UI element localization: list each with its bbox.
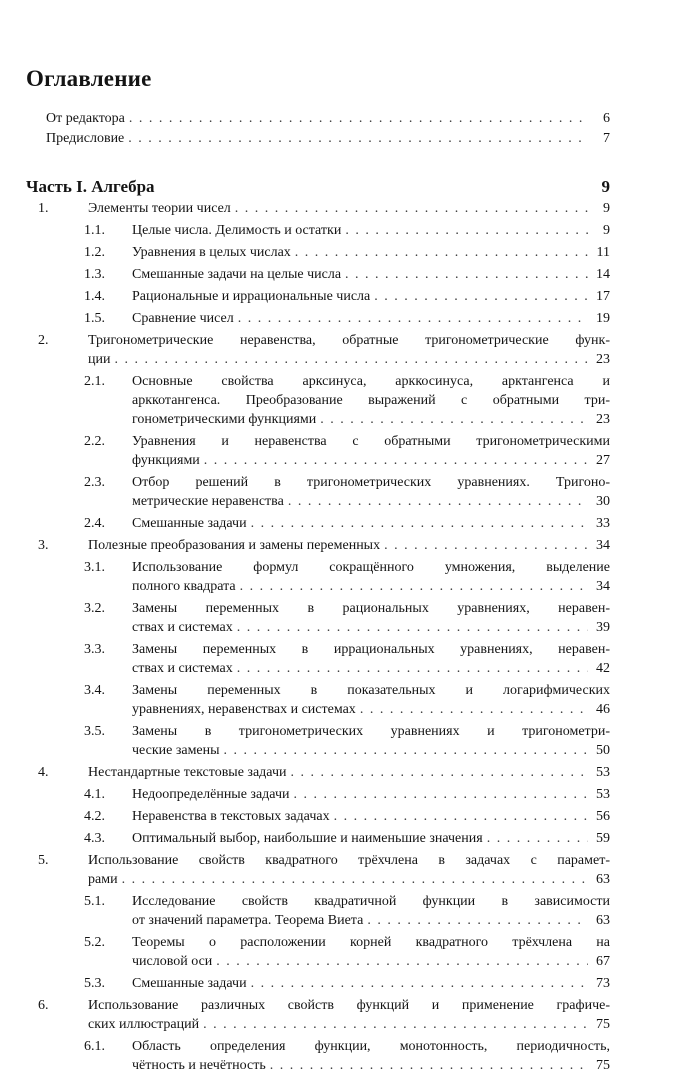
entry-page-number: 46 [596, 702, 610, 717]
part-title: Часть I. Алгебра [26, 177, 155, 196]
entry-body [88, 199, 610, 218]
entry-page-number: 42 [596, 661, 610, 676]
dot-leader [487, 829, 588, 848]
entry-body [132, 221, 610, 240]
entry-page-number: 30 [596, 494, 610, 509]
entry-body [88, 996, 610, 1034]
entry-number: 5. [38, 853, 49, 868]
entry-title-line: уравнениях, неравенствах и системах [132, 702, 356, 717]
entry-last-line [132, 451, 610, 470]
entry-number: 3.1. [84, 560, 105, 575]
entry-body [132, 243, 610, 262]
toc-chapter-entry[interactable] [38, 199, 610, 218]
entry-title-line: ции [88, 352, 111, 367]
dot-leader [345, 221, 588, 240]
page-title: Оглавление [26, 66, 152, 91]
front-matter-entry[interactable] [46, 109, 610, 128]
entry-page-number: 34 [596, 538, 610, 553]
dot-leader [345, 265, 588, 284]
dot-leader [203, 1015, 588, 1034]
entry-page-number: 73 [596, 976, 610, 991]
entry-title-line: чётность и нечётность [132, 1058, 266, 1073]
entry-page-number: 19 [596, 311, 610, 326]
toc-section-entry[interactable] [84, 287, 610, 306]
entry-body [132, 599, 610, 637]
dot-leader [374, 287, 588, 306]
toc-section-entry[interactable] [84, 892, 610, 930]
entry-title-line: Отбор решений в тригонометрических уравнениях. Тригоно- [132, 475, 610, 490]
entry-title-line: функциями [132, 453, 200, 468]
entry-number: 3. [38, 538, 49, 553]
entry-title-line: Неравенства в текстовых задачах [132, 809, 330, 824]
dot-leader [270, 1056, 588, 1075]
entry-page-number: 14 [596, 267, 610, 282]
entry-last-line [132, 221, 610, 240]
entry-title-line: Уравнения в целых числах [132, 245, 291, 260]
entry-number: 1.1. [84, 223, 105, 238]
entry-page-number: 50 [596, 743, 610, 758]
entry-title-line: ческие замены [132, 743, 220, 758]
entry-last-line [132, 577, 610, 596]
entry-title-line: Тригонометрические неравенства, обратные тригонометрические функ- [88, 333, 610, 348]
entry-last-line [132, 741, 610, 760]
part-page-number: 9 [601, 177, 610, 196]
entry-number: 4.2. [84, 809, 105, 824]
entry-number: 3.3. [84, 642, 105, 657]
entry-page-number: 17 [596, 289, 610, 304]
entry-page-number: 75 [596, 1058, 610, 1073]
entry-number: 6. [38, 998, 49, 1013]
entry-body [46, 109, 610, 128]
dot-leader [114, 350, 588, 369]
entry-last-line [88, 350, 610, 369]
dot-leader [320, 410, 588, 429]
entry-body [88, 763, 610, 782]
entry-last-line [132, 1056, 610, 1075]
entry-page-number: 75 [596, 1017, 610, 1032]
toc-section-entry[interactable] [84, 785, 610, 804]
entry-title-line: арккотангенса. Преобразование выражений с обратными три- [132, 393, 610, 408]
entry-page-number: 7 [603, 131, 610, 146]
entry-page-number: 33 [596, 516, 610, 531]
entry-number: 2.1. [84, 374, 105, 389]
dot-leader [204, 451, 588, 470]
toc-chapter-entry[interactable] [38, 331, 610, 369]
entry-number: 2.4. [84, 516, 105, 531]
toc-section-entry[interactable] [84, 473, 610, 511]
toc-section-entry[interactable] [84, 722, 610, 760]
entry-body [132, 892, 610, 930]
dot-leader [128, 129, 588, 148]
entry-last-line [132, 974, 610, 993]
dot-leader [367, 911, 588, 930]
entry-title-line: гонометрическими функциями [132, 412, 317, 427]
entry-last-line [132, 829, 610, 848]
dot-leader [224, 741, 588, 760]
entry-number: 6.1. [84, 1039, 105, 1054]
entry-last-line [132, 514, 610, 533]
entry-last-line [132, 700, 610, 719]
entry-title-line: Смешанные задачи [132, 516, 247, 531]
entry-page-number: 9 [603, 223, 610, 238]
toc-chapter-entry[interactable] [38, 763, 610, 782]
entry-title-line: Смешанные задачи [132, 976, 247, 991]
entry-page-number: 56 [596, 809, 610, 824]
entry-last-line [132, 618, 610, 637]
toc-section-entry[interactable] [84, 933, 610, 971]
entry-title-line: Полезные преобразования и замены переменных [88, 538, 381, 553]
entry-title-line: Рациональные и иррациональные числа [132, 289, 371, 304]
entry-title-line: полного квадрата [132, 579, 236, 594]
entry-title-line: Недоопределённые задачи [132, 787, 290, 802]
entry-page-number: 39 [596, 620, 610, 635]
entry-last-line [132, 410, 610, 429]
entry-number: 5.1. [84, 894, 105, 909]
dot-leader [240, 577, 588, 596]
entry-last-line [132, 309, 610, 328]
dot-leader [384, 536, 588, 555]
entry-number: 3.4. [84, 683, 105, 698]
toc-section-entry[interactable] [84, 1037, 610, 1075]
entry-number: 1. [38, 201, 49, 216]
entry-title-line: Элементы теории чисел [88, 201, 231, 216]
toc-section-entry[interactable] [84, 243, 610, 262]
entry-body [132, 640, 610, 678]
entry-page-number: 34 [596, 579, 610, 594]
entry-title-line: Предисловие [46, 131, 125, 146]
entry-title-line: ствах и системах [132, 661, 233, 676]
entry-number: 1.3. [84, 267, 105, 282]
entry-body [132, 1037, 610, 1075]
entry-page-number: 23 [596, 352, 610, 367]
entry-body [132, 432, 610, 470]
entry-last-line [88, 199, 610, 218]
dot-leader [129, 109, 588, 128]
entry-last-line [132, 659, 610, 678]
dot-leader [295, 243, 588, 262]
entry-last-line [88, 1015, 610, 1034]
toc-chapter-entry[interactable] [38, 996, 610, 1034]
toc-section-entry[interactable] [84, 265, 610, 284]
entry-title-line: метрические неравенства [132, 494, 284, 509]
entry-number: 2.3. [84, 475, 105, 490]
entry-title-line: Использование формул сокращённого умножения, выделение [132, 560, 610, 575]
entry-page-number: 63 [596, 872, 610, 887]
toc-chapter-entry[interactable] [38, 536, 610, 555]
toc-section-entry[interactable] [84, 807, 610, 826]
dot-leader [360, 700, 588, 719]
toc-section-entry[interactable] [84, 640, 610, 678]
entry-title-line: Целые числа. Делимость и остатки [132, 223, 342, 238]
entry-title-line: Замены переменных в иррациональных уравнениях, неравен- [132, 642, 610, 657]
entry-page-number: 9 [603, 201, 610, 216]
entry-body [88, 331, 610, 369]
entry-body [132, 372, 610, 429]
entry-body [132, 974, 610, 993]
entry-body [132, 309, 610, 328]
dot-leader [251, 514, 588, 533]
entry-title-line: Использование различных свойств функций и применение графиче- [88, 998, 610, 1013]
entry-body [88, 536, 610, 555]
entry-last-line [88, 870, 610, 889]
toc-section-entry[interactable] [84, 309, 610, 328]
dot-leader [216, 952, 588, 971]
entry-number: 4. [38, 765, 49, 780]
toc-section-entry[interactable] [84, 432, 610, 470]
entry-title-line: рами [88, 872, 118, 887]
entry-body [132, 785, 610, 804]
entry-body [132, 514, 610, 533]
entry-last-line [132, 265, 610, 284]
entry-last-line [132, 287, 610, 306]
entry-title-line: Замены переменных в показательных и логарифмических [132, 683, 610, 698]
entry-number: 5.2. [84, 935, 105, 950]
entry-page-number: 59 [596, 831, 610, 846]
entry-last-line [46, 129, 610, 148]
toc-section-entry[interactable] [84, 221, 610, 240]
entry-page-number: 53 [596, 765, 610, 780]
entry-title-line: Уравнения и неравенства с обратными тригонометрическими [132, 434, 610, 449]
entry-page-number: 23 [596, 412, 610, 427]
toc-chapter-entry[interactable] [38, 851, 610, 889]
toc-section-entry[interactable] [84, 599, 610, 637]
entry-title-line: от значений параметра. Теорема Виета [132, 913, 364, 928]
dot-leader [237, 618, 588, 637]
entry-last-line [132, 785, 610, 804]
entry-body [132, 807, 610, 826]
front-matter-entry[interactable] [46, 129, 610, 148]
entry-title-line: Сравнение чисел [132, 311, 234, 326]
entry-last-line [132, 911, 610, 930]
entry-title-line: Исследование свойств квадратичной функции в зависимости [132, 894, 610, 909]
entry-number: 3.2. [84, 601, 105, 616]
entry-title-line: Нестандартные текстовые задачи [88, 765, 287, 780]
entry-last-line [88, 536, 610, 555]
entry-number: 2. [38, 333, 49, 348]
entry-body [132, 933, 610, 971]
entry-body [132, 473, 610, 511]
toc-section-entry[interactable] [84, 829, 610, 848]
entry-number: 2.2. [84, 434, 105, 449]
entry-body [132, 722, 610, 760]
entry-title-line: Смешанные задачи на целые числа [132, 267, 342, 282]
entry-number: 1.2. [84, 245, 105, 260]
toc-section-entry[interactable] [84, 974, 610, 993]
entry-title-line: числовой оси [132, 954, 213, 969]
entry-number: 5.3. [84, 976, 105, 991]
entry-body [132, 265, 610, 284]
dot-leader [235, 199, 588, 218]
entry-last-line [132, 243, 610, 262]
toc-section-entry[interactable] [84, 514, 610, 533]
entry-last-line [132, 807, 610, 826]
entry-number: 1.4. [84, 289, 105, 304]
entry-body [132, 681, 610, 719]
entry-body [132, 287, 610, 306]
entry-title-line: Область определения функции, монотонность, периодичность, [132, 1039, 610, 1054]
toc-section-entry[interactable] [84, 681, 610, 719]
entry-page-number: 11 [596, 245, 610, 260]
entry-title-line: От редактора [46, 111, 125, 126]
toc-section-entry[interactable] [84, 372, 610, 429]
entry-title-line: ствах и системах [132, 620, 233, 635]
entry-last-line [132, 492, 610, 511]
entry-title-line: Теоремы о расположении корней квадратного трёхчлена на [132, 935, 610, 950]
dot-leader [238, 309, 588, 328]
dot-leader [237, 659, 588, 678]
entry-body [132, 829, 610, 848]
dot-leader [334, 807, 588, 826]
entry-body [132, 558, 610, 596]
entry-title-line: Оптимальный выбор, наибольшие и наименьшие значения [132, 831, 483, 846]
entry-last-line [132, 952, 610, 971]
entry-number: 4.3. [84, 831, 105, 846]
dot-leader [293, 785, 588, 804]
dot-leader [122, 870, 588, 889]
entry-last-line [46, 109, 610, 128]
entry-page-number: 27 [596, 453, 610, 468]
entry-page-number: 63 [596, 913, 610, 928]
entry-page-number: 6 [603, 111, 610, 126]
entry-last-line [88, 763, 610, 782]
toc-section-entry[interactable] [84, 558, 610, 596]
dot-leader [288, 492, 588, 511]
entry-body [88, 851, 610, 889]
dot-leader [290, 763, 588, 782]
entry-number: 3.5. [84, 724, 105, 739]
entry-number: 1.5. [84, 311, 105, 326]
entry-title-line: Основные свойства арксинуса, арккосинуса, арктангенса и [132, 374, 610, 389]
entry-page-number: 67 [596, 954, 610, 969]
entry-body [46, 129, 610, 148]
entry-title-line: Использование свойств квадратного трёхчлена в задачах с парамет- [88, 853, 610, 868]
entry-title-line: Замены в тригонометрических уравнениях и тригонометри- [132, 724, 610, 739]
entry-title-line: ских иллюстраций [88, 1017, 200, 1032]
entry-title-line: Замены переменных в рациональных уравнениях, неравен- [132, 601, 610, 616]
entry-page-number: 53 [596, 787, 610, 802]
entry-number: 4.1. [84, 787, 105, 802]
dot-leader [251, 974, 588, 993]
